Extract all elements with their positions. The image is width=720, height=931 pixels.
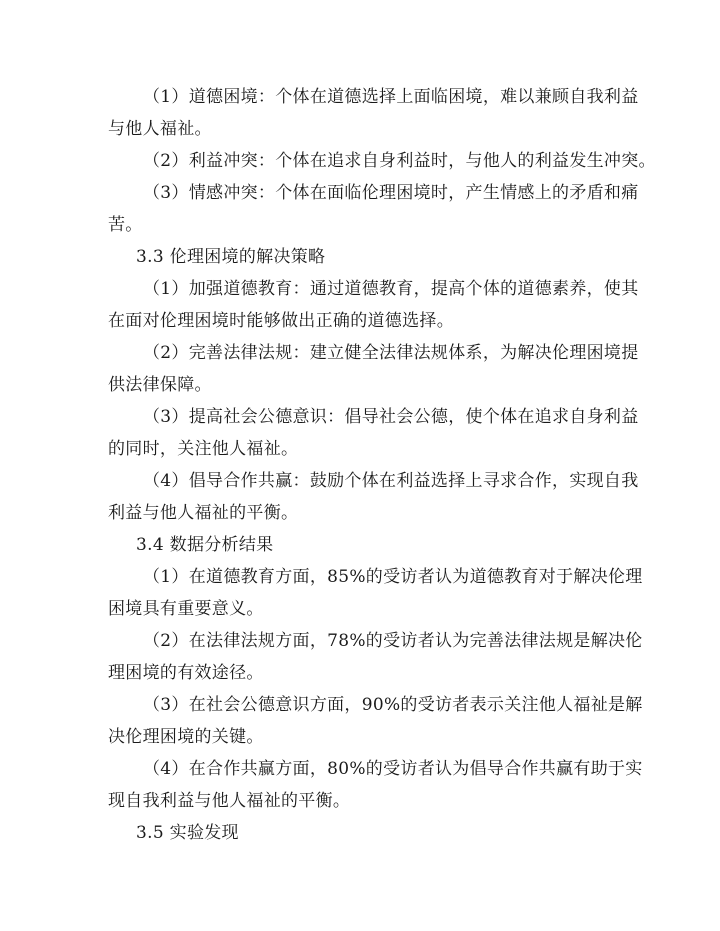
paragraph-line: （3）情感冲突：个体在面临伦理困境时，产生情感上的矛盾和痛: [143, 183, 639, 203]
paragraph-line: （2）完善法律法规：建立健全法律法规体系，为解决伦理困境提: [143, 343, 639, 363]
section-heading: 3.5 实验发现: [136, 823, 239, 843]
section-heading: 3.4 数据分析结果: [136, 535, 274, 555]
paragraph-line: 苦。: [108, 215, 143, 235]
paragraph-line: 的同时，关注他人福祉。: [108, 439, 299, 459]
paragraph-line: （1）加强道德教育：通过道德教育，提高个体的道德素养，使其: [143, 279, 639, 299]
paragraph-line: 决伦理困境的关键。: [108, 727, 264, 747]
paragraph-line: （2）利益冲突：个体在追求自身利益时，与他人的利益发生冲突。: [143, 151, 656, 171]
paragraph-line: 困境具有重要意义。: [108, 599, 264, 619]
paragraph-line: 在面对伦理困境时能够做出正确的道德选择。: [108, 311, 454, 331]
paragraph-line: 供法律保障。: [108, 375, 212, 395]
paragraph-line: （3）在社会公德意识方面，90%的受访者表示关注他人福祉是解: [143, 695, 643, 715]
paragraph-line: 利益与他人福祉的平衡。: [108, 503, 299, 523]
paragraph-line: 理困境的有效途径。: [108, 663, 264, 683]
section-heading: 3.3 伦理困境的解决策略: [136, 247, 326, 267]
paragraph-line: （2）在法律法规方面，78%的受访者认为完善法律法规是解决伦: [143, 631, 643, 651]
paragraph-line: （4）在合作共赢方面，80%的受访者认为倡导合作共赢有助于实: [143, 759, 643, 779]
paragraph-line: （4）倡导合作共赢：鼓励个体在利益选择上寻求合作，实现自我: [143, 471, 639, 491]
paragraph-line: （3）提高社会公德意识：倡导社会公德，使个体在追求自身利益: [143, 407, 639, 427]
paragraph-line: 与他人福祉。: [108, 119, 212, 139]
paragraph-line: （1）在道德教育方面，85%的受访者认为道德教育对于解决伦理: [143, 567, 643, 587]
paragraph-line: 现自我利益与他人福祉的平衡。: [108, 791, 351, 811]
paragraph-line: （1）道德困境：个体在道德选择上面临困境，难以兼顾自我利益: [143, 87, 639, 107]
